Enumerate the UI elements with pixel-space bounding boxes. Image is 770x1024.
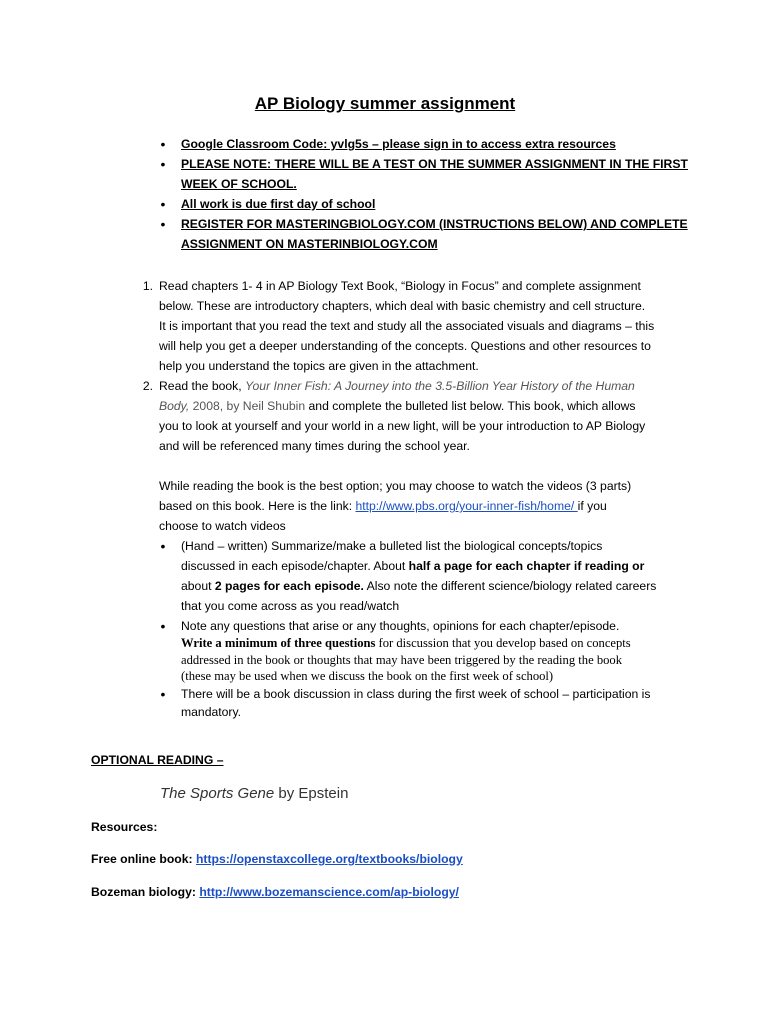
bullet-marker: • — [160, 196, 166, 212]
item2-line1 — [159, 376, 689, 396]
sub1-line: (Hand – written) Summarize/make a bulleted list the biological concepts/topics — [181, 539, 603, 553]
item1-line: Read chapters 1- 4 in AP Biology Text Book, “Biology in Focus” and complete assignment — [159, 279, 641, 293]
optional-book-title: The Sports Gene — [160, 785, 275, 802]
bullet-marker: • — [160, 216, 166, 232]
bullet-classroom-code: Google Classroom Code: yvlg5s – please sign in to access extra resources — [181, 137, 616, 151]
optional-book — [160, 785, 348, 802]
bullet-marker: • — [160, 686, 166, 702]
video-line1: While reading the book is the best option; you may choose to watch the videos (3 parts) — [159, 479, 632, 493]
video-line2-pre: based on this book. Here is the link: — [159, 499, 356, 513]
sub2-bold: Write a minimum of — [181, 636, 295, 650]
video-line2 — [159, 496, 689, 516]
pbs-video-link[interactable]: http://www.pbs.org/your-inner-fish/home/ — [355, 499, 578, 513]
book-title: Your Inner Fish: A Journey into the 3.5-Billion Year History of the Human — [245, 379, 635, 393]
sub3-line: There will be a book discussion in class during the first week of school – participation is — [181, 687, 651, 701]
bullet-test-note-line2: WEEK OF SCHOOL. — [181, 177, 297, 191]
sub3-line: mandatory. — [181, 705, 242, 719]
sub2-line: (these may be used when we discuss the book on the first week of school) — [181, 669, 554, 683]
optional-reading-heading: OPTIONAL READING – — [91, 753, 224, 767]
item2-prefix: Read the book, — [159, 379, 246, 393]
item2-line2 — [159, 396, 689, 416]
video-line2-post: if you — [577, 499, 607, 513]
item-number: 1. — [142, 279, 153, 293]
bullet-test-note-line1: PLEASE NOTE: THERE WILL BE A TEST ON THE SUMMER ASSIGNMENT IN THE FIRST — [181, 157, 688, 171]
sub1-line — [181, 576, 691, 596]
resources-heading: Resources: — [91, 820, 158, 834]
bullet-register-line1: REGISTER FOR MASTERINGBIOLOGY.COM (INSTRUCTIONS BELOW) AND COMPLETE — [181, 217, 688, 231]
bullet-register-line2: ASSIGNMENT ON MASTERINBIOLOGY.COM — [181, 237, 438, 251]
item2-line3: you to look at yourself and your world in a new light, will be your introduction to AP Biology — [159, 419, 646, 433]
page-title: AP Biology summer assignment — [254, 94, 516, 113]
sub1-text: about — [181, 579, 215, 593]
free-online-book-label: Free online book: — [91, 852, 196, 866]
item1-line: will help you get a deeper understanding of the concepts. Questions and other resources to — [159, 339, 651, 353]
book-year-author: 2008, by Neil Shubin — [189, 399, 306, 413]
sub1-bold: half a page for each chapter if reading or — [408, 559, 645, 573]
sub1-bold: 2 pages for each episode. — [214, 579, 364, 593]
sub2-line: Note any questions that arise or any thoughts, opinions for each chapter/episode. — [181, 619, 620, 633]
bullet-due-date: All work is due first day of school — [181, 197, 376, 211]
bullet-marker: • — [160, 618, 166, 634]
video-line3: choose to watch videos — [159, 519, 286, 533]
sub1-text: Also note the different science/biology related careers — [363, 579, 657, 593]
bullet-marker: • — [160, 156, 166, 172]
bullet-marker: • — [160, 538, 166, 554]
openstax-link[interactable]: https://openstaxcollege.org/textbooks/biology — [195, 852, 463, 866]
sub1-line — [181, 556, 691, 576]
bozeman-biology — [91, 885, 459, 899]
bullet-marker: • — [160, 136, 166, 152]
sub1-text: discussed in each episode/chapter. About — [181, 559, 409, 573]
free-online-book — [91, 852, 463, 866]
item2-rest: and complete the bulleted list below. This book, which allows — [305, 399, 636, 413]
item1-line: It is important that you read the text and study all the associated visuals and diagrams – this — [159, 319, 655, 333]
item-number: 2. — [142, 379, 153, 393]
bozeman-label: Bozeman biology: — [91, 885, 200, 899]
book-title-cont: Body, — [159, 399, 190, 413]
item1-line: help you understand the topics are given in the attachment. — [159, 359, 479, 373]
sub1-line: that you come across as you read/watch — [181, 599, 400, 613]
sub2-line: addressed in the book or thoughts that may have been triggered by the reading the book — [181, 653, 623, 667]
sub2-text: for discussion that you develop based on concepts — [375, 636, 631, 650]
sub2-bold: three questions — [294, 636, 376, 650]
bozeman-link[interactable]: http://www.bozemanscience.com/ap-biology/ — [199, 885, 459, 899]
item2-line4: and will be referenced many times during the school year. — [159, 439, 470, 453]
sub2-line — [181, 635, 691, 652]
item1-line: below. These are introductory chapters, which deal with basic chemistry and cell structure. — [159, 299, 646, 313]
optional-book-author: by Epstein — [274, 785, 349, 802]
